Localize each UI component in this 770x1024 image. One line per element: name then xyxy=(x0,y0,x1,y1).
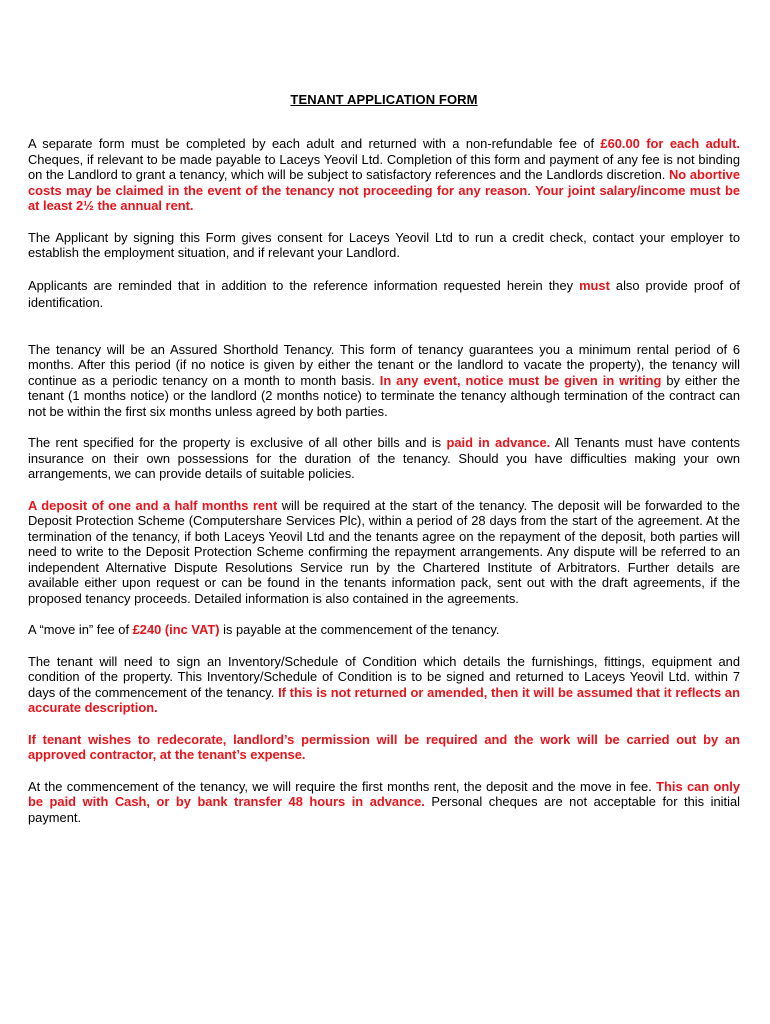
identification-text-2: also provide proof of identification. xyxy=(28,277,740,310)
move-in-text-2: is payable at the commencement of the tenancy. xyxy=(219,622,500,637)
inventory-text: The tenant will need to sign an Inventory/Schedule of Condition which details the furnishings, fittings, equipment and condition of the property. This Inventory/Schedule of Condition is to be signed and returned to Laceys Yeovil Ltd. within 7 days of the commencement of the tenancy. xyxy=(28,653,740,700)
tenancy-paragraph xyxy=(28,342,740,420)
page-title: TENANT APPLICATION FORM xyxy=(290,92,478,107)
payment-method-emphasis: This can only be paid with Cash, or by bank transfer 48 hours in advance. xyxy=(28,778,740,809)
deposit-emphasis: A deposit of one and a half months rent xyxy=(28,497,278,513)
notice-emphasis: In any event, notice must be given in writing xyxy=(379,372,662,388)
move-in-fee-paragraph xyxy=(28,622,740,638)
inventory-paragraph xyxy=(28,654,740,716)
move-in-fee-amount: £240 (inc VAT) xyxy=(132,622,220,637)
rent-paragraph xyxy=(28,435,740,482)
rent-text-2: All Tenants must have contents insurance on their own possessions for the duration of the tenancy. Should you have difficulties making your own arrangements, we can provide details of suitable policies. xyxy=(28,435,740,481)
consent-paragraph: The Applicant by signing this Form gives consent for Laceys Yeovil Ltd to run a credit check, contact your employer to establish the employment situation, and if relevant your Landlord. xyxy=(28,229,740,260)
salary-requirement: Your joint salary/income must be at least 2½ the annual rent. xyxy=(28,182,740,213)
identification-text: Applicants are reminded that in addition to the reference information requested herein they xyxy=(28,277,580,293)
fee-text-3: . xyxy=(527,182,536,198)
deposit-paragraph xyxy=(28,498,740,607)
identification-paragraph xyxy=(28,277,740,311)
rent-text: The rent specified for the property is exclusive of all other bills and is xyxy=(28,435,447,450)
fee-text-2: Cheques, if relevant to be made payable to Laceys Yeovil Ltd. Completion of this form and payment of any fee is not binding on the Landlord to grant a tenancy, which will be subject to satisfactory references and the Landlords discretion. xyxy=(28,151,740,182)
paid-in-advance-emphasis: paid in advance. xyxy=(446,435,551,450)
tenancy-text-2: by either the tenant (1 months notice) or the landlord (2 months notice) to terminate the tenancy although termination of the contract can not be within the first six months unless agreed by both parties. xyxy=(28,372,741,419)
redecorate-paragraph: If tenant wishes to redecorate, landlord’s permission will be required and the work will be carried out by an approved contractor, at the tenant’s expense. xyxy=(28,731,740,762)
document-page xyxy=(28,92,740,825)
abortive-costs-notice: No abortive costs may be claimed in the event of the tenancy not proceeding for any reason xyxy=(28,167,740,198)
inventory-emphasis: If this is not returned or amended, then it will be assumed that it reflects an accurate description. xyxy=(28,684,740,715)
fee-text: A separate form must be completed by each adult and returned with a non-refundable fee of xyxy=(28,136,601,151)
must-emphasis: must xyxy=(579,277,610,293)
fee-amount: £60.00 for each adult. xyxy=(600,136,740,151)
move-in-text: A “move in” fee of xyxy=(28,622,133,637)
tenancy-text: The tenancy will be an Assured Shorthold Tenancy. This form of tenancy guarantees you a minimum rental period of 6 months. After this period (if no notice is given by either the tenant or the landlord to vacate the property), the tenancy will continue as a periodic tenancy on a month to month basis. xyxy=(28,341,740,388)
fee-paragraph xyxy=(28,136,740,214)
deposit-text: will be required at the start of the tenancy. The deposit will be forwarded to the Deposit Protection Scheme (Computershare Services Plc), within a period of 28 days from the start of the agreement. At the termination of the tenancy, if both Laceys Yeovil Ltd and the tenants agree on the repayment of the deposit, both parties will need to write to the Deposit Protection Scheme confirming the repayment arrangements. Any dispute will be referred to an independent Alternative Dispute Resolutions Service run by the Chartered Institute of Arbitrators. Further details are available either upon request or can be found in the tenants information pack, sent out with the draft agreements, if the proposed tenancy proceeds. Detailed information is also contained in the agreements. xyxy=(28,497,740,606)
payment-text: At the commencement of the tenancy, we will require the first months rent, the deposit and the move in fee. xyxy=(28,778,657,794)
payment-text-2: Personal cheques are not acceptable for this initial payment. xyxy=(28,794,740,825)
payment-paragraph xyxy=(28,779,740,826)
